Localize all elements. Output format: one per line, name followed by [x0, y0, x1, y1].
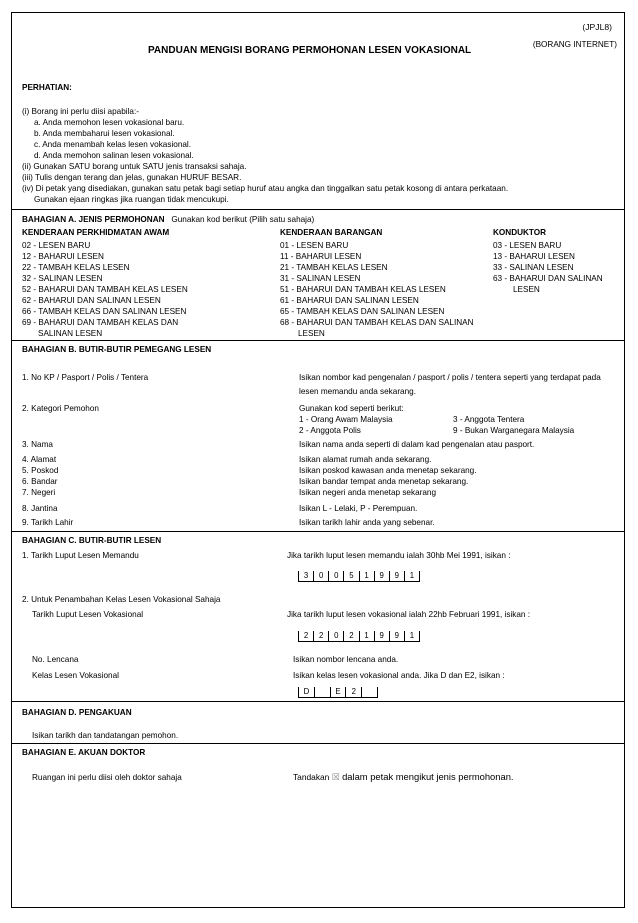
perhatian-line: (ii) Gunakan SATU borang untuk SATU jenis transaksi sahaja.: [22, 162, 247, 171]
code-item: 62 - BAHARUI DAN SALINAN LESEN: [22, 296, 161, 305]
date-box: 0: [314, 571, 329, 581]
code-item: 69 - BAHARUI DAN TAMBAH KELAS DAN: [22, 318, 179, 327]
date-box: 1: [360, 631, 375, 641]
perhatian-line: (i) Borang ini perlu diisi apabila:-: [22, 107, 139, 116]
perhatian-line: a. Anda memohon lesen vokasional baru.: [34, 118, 185, 127]
field-desc: Isikan tarikh dan tandatangan pemohon.: [32, 731, 179, 740]
field-label: 7. Negeri: [22, 488, 56, 497]
code-item: 01 - LESEN BARU: [280, 241, 349, 250]
field-label: No. Lencana: [32, 655, 79, 664]
field-label: Kelas Lesen Vokasional: [32, 671, 119, 680]
section-a-heading: BAHAGIAN A. JENIS PERMOHONAN: [22, 215, 165, 224]
code-item: 66 - TAMBAH KELAS DAN SALINAN LESEN: [22, 307, 187, 316]
field-label: 1. Tarikh Luput Lesen Memandu: [22, 551, 139, 560]
date-box: 9: [390, 571, 405, 581]
date-box: 3: [299, 571, 314, 581]
date-box: 5: [344, 571, 359, 581]
field-desc: Isikan kelas lesen vokasional anda. Jika D dan E2, isikan :: [293, 671, 505, 680]
date-box: 1: [409, 571, 415, 580]
divider: [12, 531, 624, 532]
divider: [12, 701, 624, 702]
date-box: 9: [390, 631, 405, 641]
class-box: 2: [346, 687, 362, 697]
perhatian-line: Gunakan ejaan ringkas jika ruangan tidak mencukupi.: [34, 195, 229, 204]
category-option: 3 - Anggota Tentera: [453, 415, 525, 424]
code-item: LESEN: [513, 285, 540, 294]
col-awam-title: KENDERAAN PERKHIDMATAN AWAM: [22, 228, 170, 237]
code-item: LESEN: [298, 329, 325, 338]
category-option: 9 - Bukan Warganegara Malaysia: [453, 426, 575, 435]
code-item: 61 - BAHARUI DAN SALINAN LESEN: [280, 296, 419, 305]
code-item: 65 - TAMBAH KELAS DAN SALINAN LESEN: [280, 307, 445, 316]
field-desc: Isikan nombor lencana anda.: [293, 655, 399, 664]
col-konduktor-title: KONDUKTOR: [493, 228, 547, 237]
code-item: 32 - SALINAN LESEN: [22, 274, 103, 283]
code-item: 13 - BAHARUI LESEN: [493, 252, 575, 261]
code-item: 12 - BAHARUI LESEN: [22, 252, 104, 261]
form-subcode: (BORANG INTERNET): [532, 40, 617, 49]
section-a-header: [22, 215, 314, 225]
field-desc: Isikan alamat rumah anda sekarang.: [299, 455, 432, 464]
date-box: 2: [299, 631, 314, 641]
col-barangan-title: KENDERAAN BARANGAN: [280, 228, 383, 237]
class-box: [315, 687, 331, 697]
divider: [12, 209, 624, 210]
section-a-note: Gunakan kod berikut (Pilih satu sahaja): [171, 215, 315, 224]
perhatian-line: c. Anda menambah kelas lesen vokasional.: [34, 140, 192, 149]
field-desc: Isikan nama anda seperti di dalam kad pengenalan atau pasport.: [299, 440, 535, 449]
license-class-example-boxes: [298, 687, 378, 698]
field-desc: lesen memandu anda sekarang.: [299, 387, 416, 396]
perhatian-line: d. Anda memohon salinan lesen vokasional.: [34, 151, 194, 160]
field-label: 4. Alamat: [22, 455, 57, 464]
tandakan-rest: dalam petak mengikut jenis permohonan.: [342, 771, 514, 782]
date-box: 9: [375, 631, 390, 641]
code-item: 63 - BAHARUI DAN SALINAN: [493, 274, 603, 283]
field-desc: Isikan L - Lelaki, P - Perempuan.: [299, 504, 418, 513]
field-desc: Isikan negeri anda menetap sekarang: [299, 488, 437, 497]
field-desc: Isikan poskod kawasan anda menetap sekarang.: [299, 466, 477, 475]
expiry-date-example-boxes: [298, 571, 420, 582]
section-e-heading: BAHAGIAN E. AKUAN DOKTOR: [22, 748, 146, 757]
code-item: 31 - SALINAN LESEN: [280, 274, 361, 283]
code-item: 22 - TAMBAH KELAS LESEN: [22, 263, 130, 272]
section-d-heading: BAHAGIAN D. PENGAKUAN: [22, 708, 132, 717]
perhatian-line: b. Anda membaharui lesen vokasional.: [34, 129, 175, 138]
category-option: 1 - Orang Awam Malaysia: [299, 415, 393, 424]
code-item: 03 - LESEN BARU: [493, 241, 562, 250]
field-desc: Isikan nombor kad pengenalan / pasport / polis / tentera seperti yang terdapat pada: [299, 373, 601, 382]
field-desc: Jika tarikh luput lesen memandu ialah 30hb Mei 1991, isikan :: [287, 551, 511, 560]
field-desc: Jika tarikh luput lesen vokasional ialah 22hb Februari 1991, isikan :: [287, 610, 531, 619]
field-desc: Ruangan ini perlu diisi oleh doktor sahaja: [32, 773, 182, 782]
perhatian-line: (iv) Di petak yang disediakan, gunakan satu petak bagi setiap huruf atau angka dan tinggalkan satu petak kosong di antara perkataan.: [22, 184, 509, 193]
code-item: 51 - BAHARUI DAN TAMBAH KELAS LESEN: [280, 285, 446, 294]
date-box: 1: [360, 571, 375, 581]
class-box: E: [331, 687, 347, 697]
field-label: 2. Kategori Pemohon: [22, 404, 99, 413]
date-box: 2: [314, 631, 329, 641]
category-option: 2 - Anggota Polis: [299, 426, 361, 435]
vocational-expiry-example-boxes: [298, 631, 420, 642]
class-box: D: [299, 687, 315, 697]
divider: [12, 340, 624, 341]
date-box: 0: [329, 571, 344, 581]
tandakan-instruction: [293, 771, 514, 783]
code-item: 11 - BAHARUI LESEN: [280, 252, 362, 261]
date-box: 0: [329, 631, 344, 641]
code-item: SALINAN LESEN: [38, 329, 103, 338]
field-desc: Isikan bandar tempat anda menetap sekarang.: [299, 477, 469, 486]
field-label: 8. Jantina: [22, 504, 58, 513]
field-desc: Gunakan kod seperti berikut:: [299, 404, 404, 413]
field-desc: Isikan tarikh lahir anda yang sebenar.: [299, 518, 435, 527]
field-label: Tarikh Luput Lesen Vokasional: [32, 610, 144, 619]
field-label: 1. No KP / Pasport / Polis / Tentera: [22, 373, 149, 382]
code-item: 21 - TAMBAH KELAS LESEN: [280, 263, 388, 272]
date-box: 9: [375, 571, 390, 581]
code-item: 68 - BAHARUI DAN TAMBAH KELAS DAN SALINAN: [280, 318, 474, 327]
perhatian-line: (iii) Tulis dengan terang dan jelas, gunakan HURUF BESAR.: [22, 173, 242, 182]
form-frame: [11, 12, 625, 908]
section-b-heading: BAHAGIAN B. BUTIR-BUTIR PEMEGANG LESEN: [22, 345, 212, 354]
date-box: 1: [409, 631, 415, 640]
code-item: 52 - BAHARUI DAN TAMBAH KELAS LESEN: [22, 285, 188, 294]
date-box: 2: [344, 631, 359, 641]
divider: [12, 743, 624, 744]
field-label: 2. Untuk Penambahan Kelas Lesen Vokasional Sahaja: [22, 595, 221, 604]
form-code: (JPJL8): [582, 22, 612, 32]
field-label: 3. Nama: [22, 440, 53, 449]
field-label: 5. Poskod: [22, 466, 59, 475]
page-title: PANDUAN MENGISI BORANG PERMOHONAN LESEN VOKASIONAL: [148, 45, 472, 56]
code-item: 02 - LESEN BARU: [22, 241, 91, 250]
perhatian-heading: PERHATIAN:: [22, 83, 72, 92]
checkbox-icon: ☒: [331, 772, 340, 782]
field-label: 6. Bandar: [22, 477, 58, 486]
code-item: 33 - SALINAN LESEN: [493, 263, 574, 272]
class-box: [362, 687, 377, 697]
tandakan-label: Tandakan: [293, 772, 330, 782]
section-c-heading: BAHAGIAN C. BUTIR-BUTIR LESEN: [22, 536, 162, 545]
field-label: 9. Tarikh Lahir: [22, 518, 74, 527]
